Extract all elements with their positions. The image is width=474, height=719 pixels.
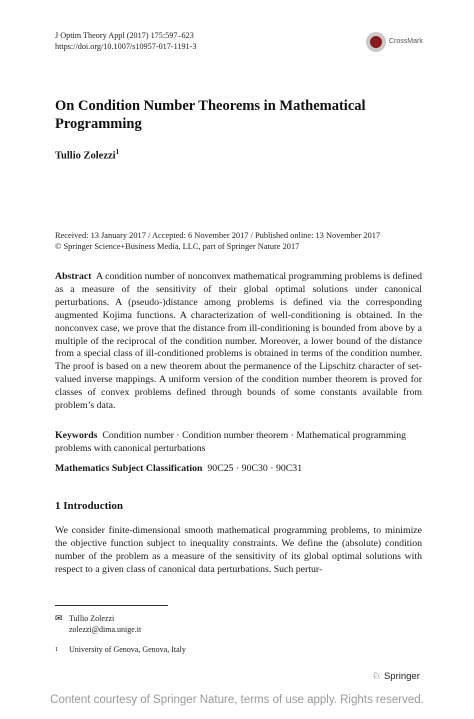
courtesy-watermark: Content courtesy of Springer Nature, terms of use apply. Rights reserved. xyxy=(50,694,424,706)
keywords-text: Condition number · Condition number theorem · Mathematical programming problems with canonical perturbations xyxy=(55,430,407,454)
envelope-icon: ✉ xyxy=(55,614,63,624)
keywords xyxy=(55,430,422,456)
abstract-label: Abstract xyxy=(55,271,92,282)
crossmark-label: CrossMark xyxy=(389,38,423,45)
journal-citation xyxy=(55,31,196,52)
author-line xyxy=(55,148,119,162)
contact-name: Tullio Zolezzi xyxy=(69,614,115,623)
author-affiliation-mark: 1 xyxy=(115,148,120,156)
journal-reference: J Optim Theory Appl (2017) 175:597–623 xyxy=(55,31,194,40)
publication-history xyxy=(55,230,435,252)
contact-footnote xyxy=(55,614,141,635)
introduction-text: We consider finite-dimensional smooth mathematical programming problems, to minimize the objective function subject to inequality constraints. We define the (absolute) condition number of the problem as a measure of the sensitivity of its global optimal solutions with respect to a given class of canonical data perturbations. Such pertur- xyxy=(55,525,422,575)
copyright-notice: © Springer Science+Business Media, LLC, part of Springer Nature 2017 xyxy=(55,242,300,251)
affiliation-text: University of Genova, Genova, Italy xyxy=(69,645,186,654)
keywords-label: Keywords xyxy=(55,430,98,441)
abstract-text: A condition number of nonconvex mathematical programming problems is defined as a measure of the sensitivity of their global optimal solutions under canonical perturbations. A (pseudo-)distance among problems is defined via the corresponding augmented Kojima functions. A characterization of well-conditioning is obtained. In the nonconvex case, we prove that the distance from ill-conditioning is bounded from above by a multiple of the reciprocal of the condition number. Moreover, a lower bound of the distance from a special class of ill-conditioned problems is obtained in terms of the condition number. The proof is based on a new theorem about the permanence of the Lipschitz character of set-valued inverse mappings. A uniform version of the condition number theorem is proved for classes of convex problems defined through bounds of some constants available from problem’s data. xyxy=(55,271,423,412)
affiliation-number: 1 xyxy=(55,646,59,653)
affiliation-footnote xyxy=(55,645,186,656)
publisher-name: Springer xyxy=(383,671,420,682)
msc-label: Mathematics Subject Classification xyxy=(55,463,203,474)
crossmark-icon xyxy=(366,32,386,52)
msc-codes: 90C25 · 90C30 · 90C31 xyxy=(207,463,303,474)
springer-horse-icon: ♘ xyxy=(372,671,381,682)
abstract xyxy=(55,271,422,413)
crossmark-badge[interactable] xyxy=(366,32,436,54)
received-dates: Received: 13 January 2017 / Accepted: 6 November 2017 / Published online: 13 November 2017 xyxy=(55,231,381,240)
paper-title: On Condition Number Theorems in Mathematical Programming xyxy=(55,98,366,132)
doi-link[interactable]: https://doi.org/10.1007/s10957-017-1191-3 xyxy=(55,41,197,51)
contact-email[interactable]: zolezzi@dima.unige.it xyxy=(69,624,142,634)
springer-logo xyxy=(372,671,420,682)
section-heading: 1 Introduction xyxy=(55,500,123,512)
author-name[interactable]: Tullio Zolezzi xyxy=(55,150,116,162)
msc-classification xyxy=(55,463,422,476)
footnote-divider xyxy=(55,605,168,606)
